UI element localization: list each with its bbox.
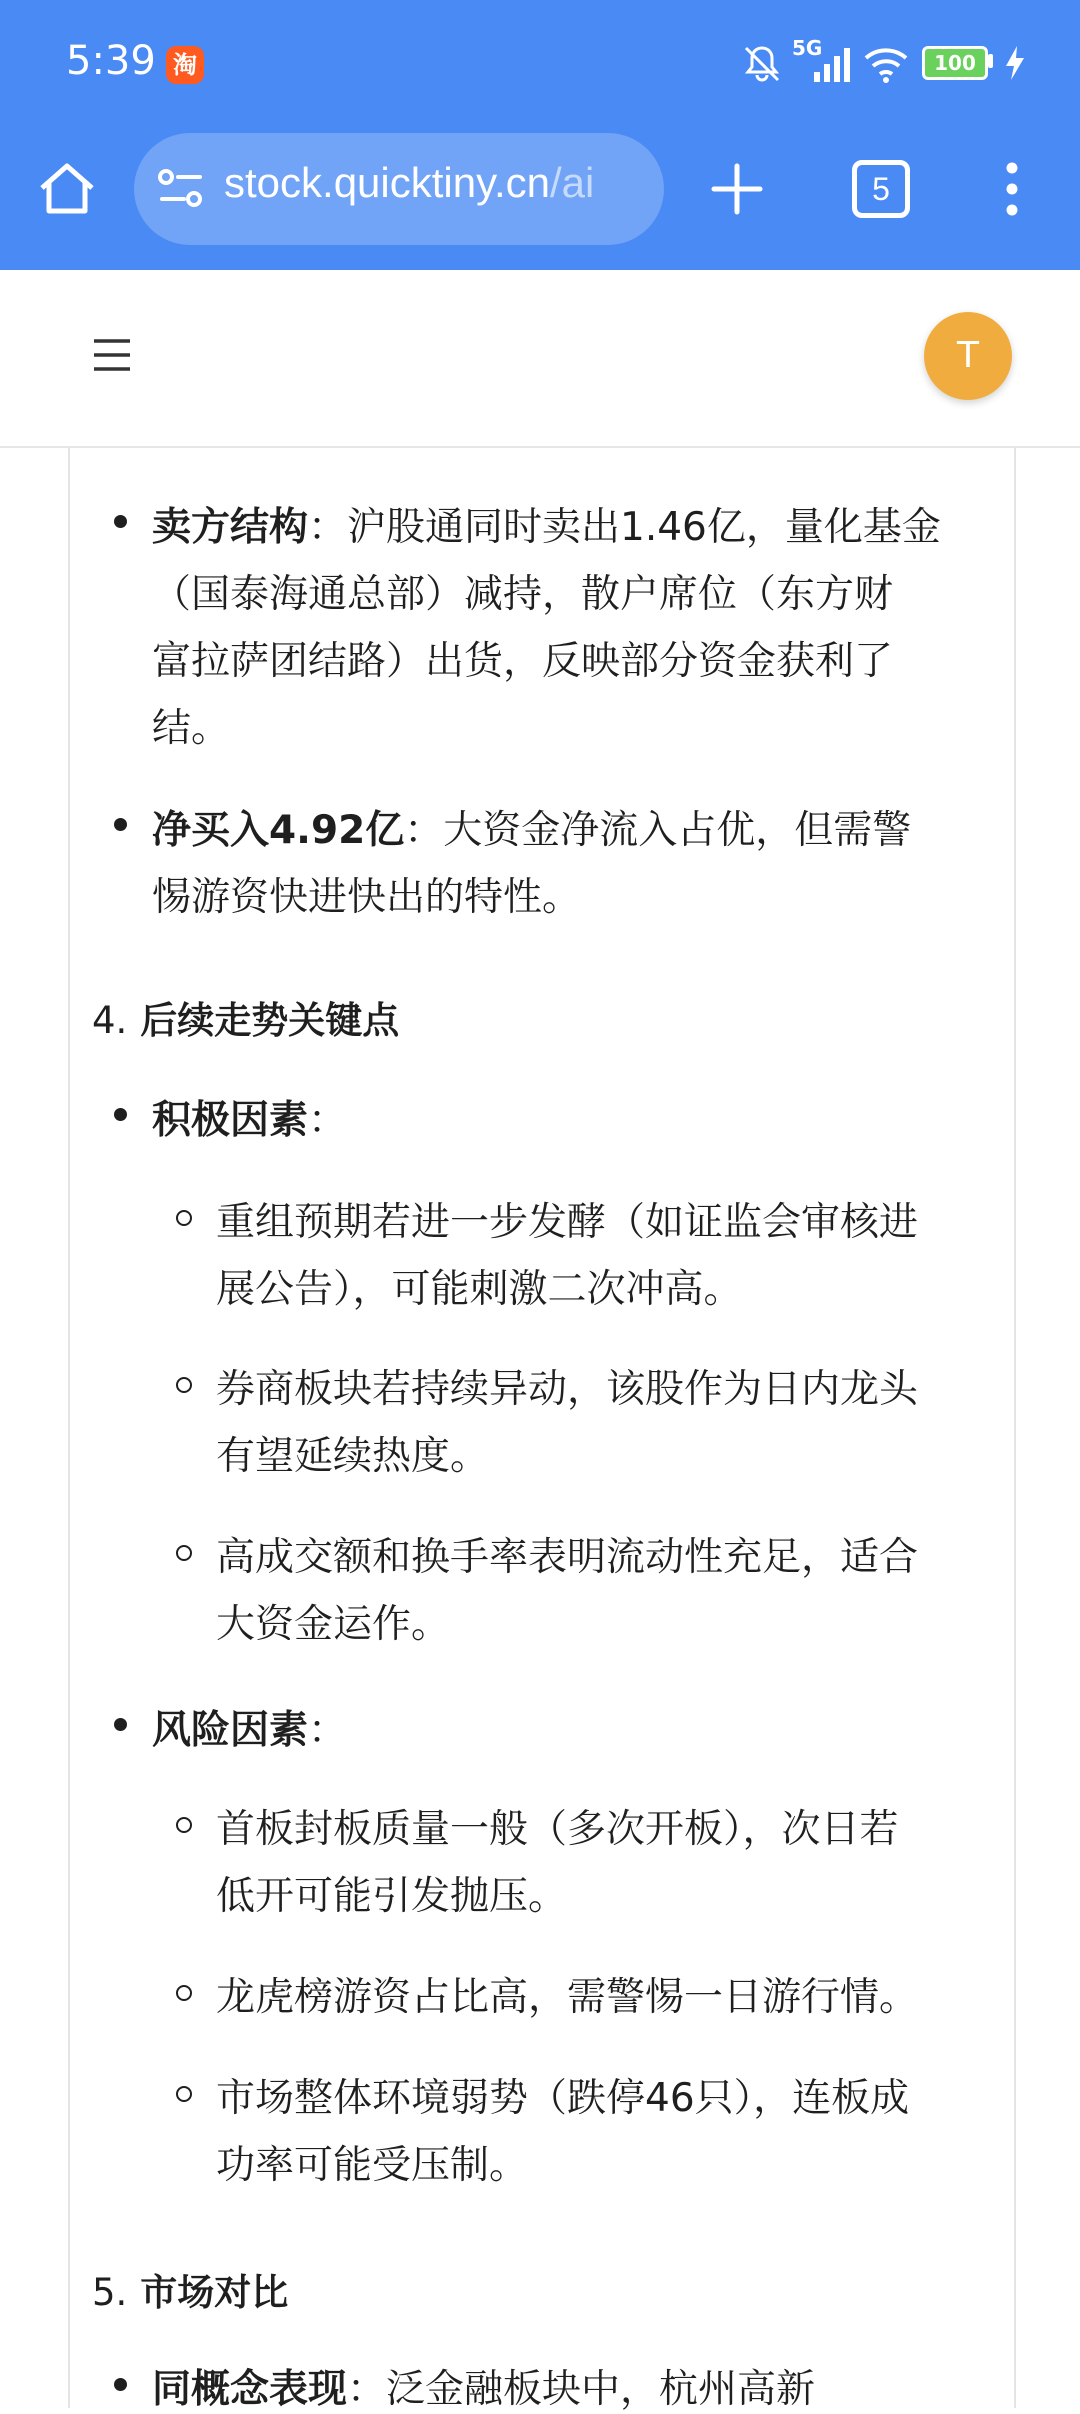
tab-switcher-button[interactable]: 5 xyxy=(852,160,910,218)
page-header xyxy=(0,270,1080,448)
url-host: stock.quicktiny.cn xyxy=(224,159,551,206)
seller-line-4: 结。 xyxy=(152,706,231,751)
risk-item-3-line-1: 市场整体环境弱势（跌停46只），连板成 xyxy=(216,2076,910,2121)
url-path: /ai xyxy=(550,159,595,206)
positive-item-1-line-2: 展公告），可能刺激二次冲高。 xyxy=(216,1267,743,1312)
bullet-dot xyxy=(114,1108,127,1121)
url-text[interactable] xyxy=(224,159,594,207)
section-heading-5 xyxy=(92,2262,288,2316)
peer-text: ：泛金融板块中，杭州高新 xyxy=(347,2367,816,2412)
charging-icon xyxy=(1004,46,1026,80)
section-title: 后续走势关键点 xyxy=(140,999,400,1042)
bullet-dot xyxy=(114,2378,127,2391)
section-number: 4. xyxy=(92,999,128,1042)
risk-item-2-line-1: 龙虎榜游资占比高，需警惕一日游行情。 xyxy=(216,1975,919,2020)
risk-item-3-line-2: 功率可能受压制。 xyxy=(216,2143,529,2188)
risk-label: 风险因素 xyxy=(152,1708,309,1753)
taobao-icon: 淘 xyxy=(166,46,204,84)
positive-item-1-line-1: 重组预期若进一步发酵（如证监会审核进 xyxy=(216,1200,919,1245)
status-icons xyxy=(720,36,1080,90)
sub-bullet xyxy=(176,1985,192,2001)
address-bar[interactable] xyxy=(134,133,664,245)
sub-bullet xyxy=(176,1210,192,1226)
wifi-icon xyxy=(862,44,910,84)
clock: 5:39 xyxy=(66,38,156,84)
seller-line-1: ：沪股通同时卖出1.46亿，量化基金 xyxy=(308,505,941,550)
sub-bullet xyxy=(176,2086,192,2102)
sub-bullet xyxy=(176,1817,192,1833)
battery-indicator xyxy=(922,46,988,80)
positive-item-3-line-1: 高成交额和换手率表明流动性充足，适合 xyxy=(216,1535,919,1580)
list-item-seller xyxy=(152,496,941,552)
home-icon[interactable] xyxy=(34,156,100,222)
risk-item-1-line-1: 首板封板质量一般（多次开板），次日若 xyxy=(216,1807,899,1852)
bullet-dot xyxy=(114,515,127,528)
positive-colon: ： xyxy=(308,1098,348,1143)
bullet-dot xyxy=(114,818,127,831)
section-heading-4 xyxy=(92,990,399,1044)
section-number: 5. xyxy=(92,2271,128,2314)
risk-item-1-line-2: 低开可能引发抛压。 xyxy=(216,1874,568,1919)
more-menu-icon[interactable] xyxy=(994,158,1030,220)
positive-factors-label xyxy=(152,1089,347,1145)
positive-item-2-line-2: 有望延续热度。 xyxy=(216,1434,490,1479)
network-label: 5G xyxy=(792,36,823,60)
list-item-netbuy xyxy=(152,799,911,855)
user-avatar[interactable]: T xyxy=(924,312,1012,400)
seller-line-2: （国泰海通总部）减持，散户席位（东方财 xyxy=(152,572,894,617)
mute-bell-icon xyxy=(740,42,784,86)
list-item-peer xyxy=(152,2358,815,2414)
site-settings-icon[interactable] xyxy=(156,167,206,211)
seller-line-3: 富拉萨团结路）出货，反映部分资金获利了 xyxy=(152,639,894,684)
risk-colon: ： xyxy=(308,1708,348,1753)
netbuy-label: 净买入4.92亿 xyxy=(152,808,405,853)
risk-factors-label xyxy=(152,1699,347,1755)
peer-label: 同概念表现 xyxy=(152,2367,348,2412)
sub-bullet xyxy=(176,1377,192,1393)
bullet-dot xyxy=(114,1718,127,1731)
sub-bullet xyxy=(176,1545,192,1561)
status-bar xyxy=(0,0,1080,130)
new-tab-icon[interactable] xyxy=(706,158,768,220)
battery-tip xyxy=(988,54,993,68)
signal-icon xyxy=(812,46,854,82)
positive-item-3-line-2: 大资金运作。 xyxy=(216,1602,451,1647)
seller-label: 卖方结构 xyxy=(152,505,309,550)
positive-item-2-line-1: 券商板块若持续异动，该股作为日内龙头 xyxy=(216,1367,919,1412)
battery-level: 100 xyxy=(934,51,976,75)
netbuy-line-1: ：大资金净流入占优，但需警 xyxy=(404,808,912,853)
section-title: 市场对比 xyxy=(140,2271,289,2314)
netbuy-line-2: 惕游资快进快出的特性。 xyxy=(152,875,582,920)
hamburger-menu-icon[interactable] xyxy=(92,338,132,372)
positive-label: 积极因素 xyxy=(152,1098,309,1143)
